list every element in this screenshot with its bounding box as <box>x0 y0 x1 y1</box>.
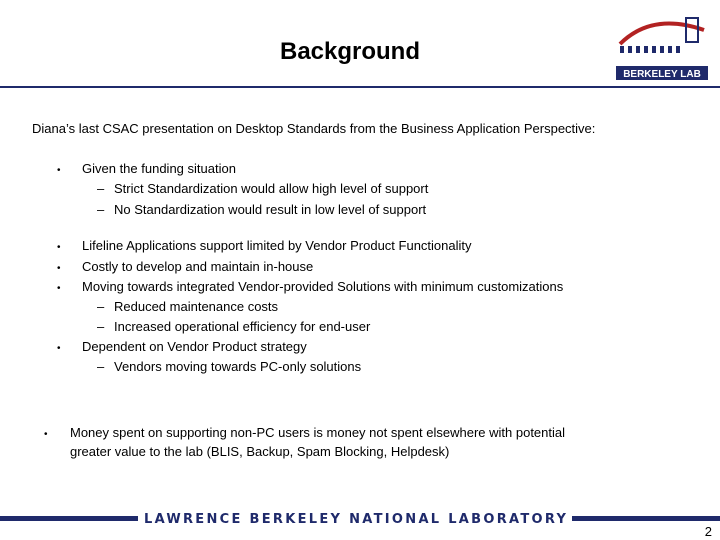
list-item: Costly to develop and maintain in-house <box>82 259 314 274</box>
final-bullet-line-1: Money spent on supporting non-PC users is money not spent elsewhere with potential <box>70 425 566 440</box>
footer-text: LAWRENCE BERKELEY NATIONAL LABORATORY <box>144 512 569 527</box>
sub-list-item: Reduced maintenance costs <box>114 299 279 314</box>
bullet-icon: • <box>44 429 48 440</box>
dash-icon: – <box>97 319 105 334</box>
logo-text: BERKELEY LAB <box>623 69 701 80</box>
list-item: Moving towards integrated Vendor-provided Solutions with minimum customizations <box>82 279 564 294</box>
list-item: Dependent on Vendor Product strategy <box>82 339 307 354</box>
bullet-icon: • <box>57 263 61 274</box>
footer-bar-left <box>0 516 138 521</box>
page-number: 2 <box>704 524 712 539</box>
slide-title: Background <box>279 38 420 65</box>
sub-list-item: Strict Standardization would allow high level of support <box>114 181 429 196</box>
bullet-icon: • <box>57 343 61 354</box>
dash-icon: – <box>97 359 105 374</box>
sub-list-item: No Standardization would result in low level of support <box>114 202 427 217</box>
dash-icon: – <box>97 202 105 217</box>
intro-text: Diana’s last CSAC presentation on Desktop Standards from the Business Application Perspective: <box>32 121 596 136</box>
sub-list-item: Vendors moving towards PC-only solutions <box>114 359 362 374</box>
bullet-icon: • <box>57 165 61 176</box>
dash-icon: – <box>97 181 105 196</box>
title-divider <box>0 86 720 88</box>
dash-icon: – <box>97 299 105 314</box>
berkeley-lab-logo <box>612 10 712 84</box>
list-item: Given the funding situation <box>82 161 236 176</box>
bullet-icon: • <box>57 283 61 294</box>
final-bullet-line-2: greater value to the lab (BLIS, Backup, Spam Blocking, Helpdesk) <box>70 444 450 459</box>
bullet-icon: • <box>57 242 61 253</box>
footer-bar-right <box>572 516 720 521</box>
sub-list-item: Increased operational efficiency for end-user <box>114 319 371 334</box>
list-item: Lifeline Applications support limited by Vendor Product Functionality <box>82 238 472 253</box>
